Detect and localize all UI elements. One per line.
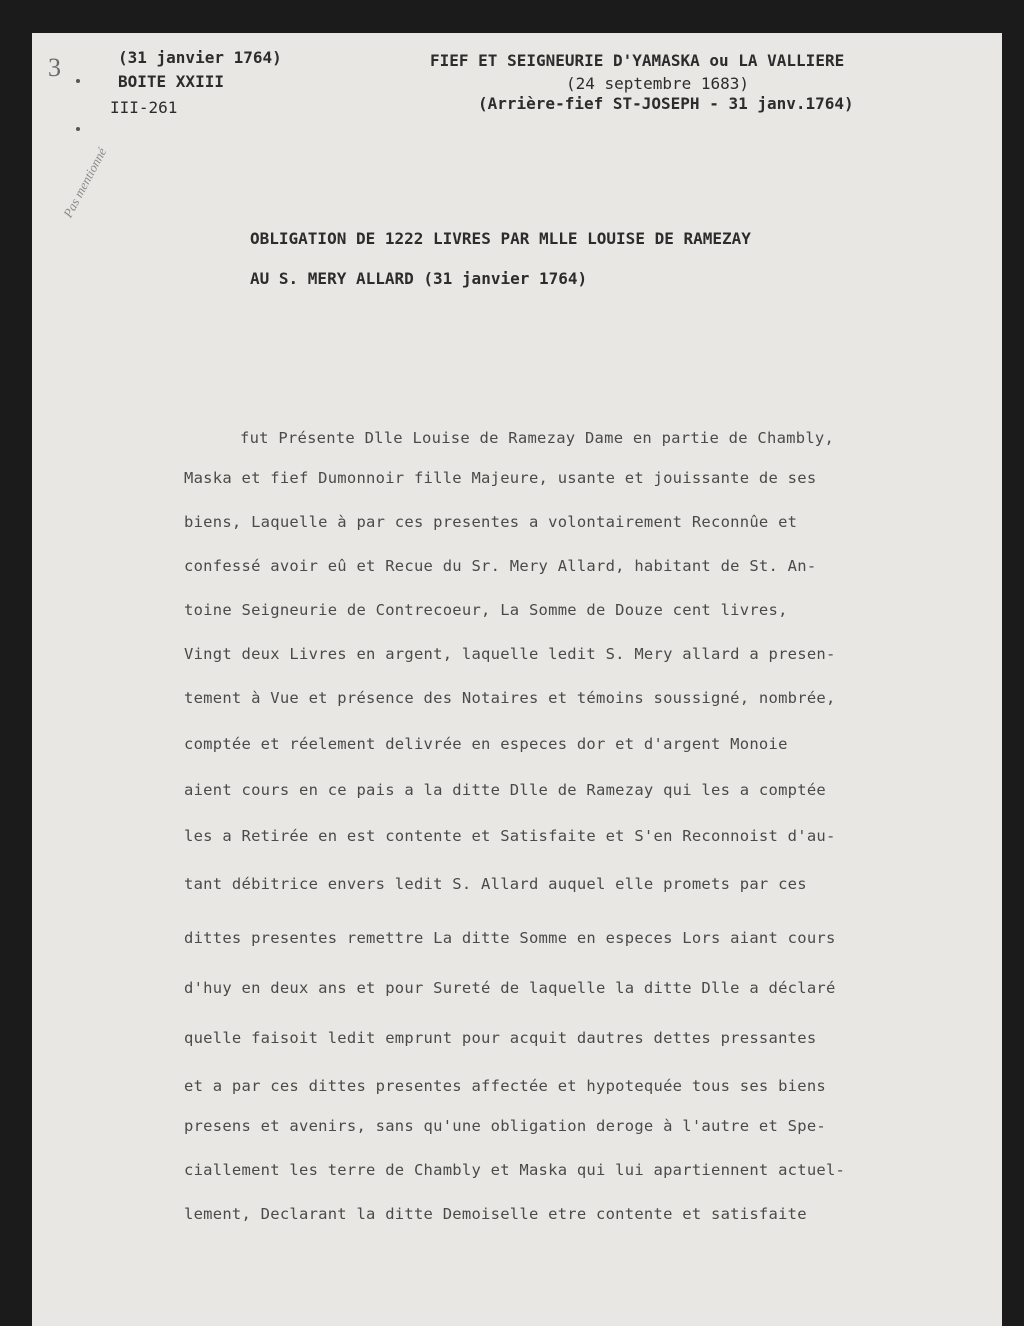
body-line: Maska et fief Dumonnoir fille Majeure, usante et jouissante de ses bbox=[184, 469, 817, 487]
punch-mark bbox=[76, 127, 80, 131]
header-arriere-fief: (Arrière-fief ST-JOSEPH - 31 janv.1764) bbox=[478, 94, 854, 113]
header-fief-title: FIEF ET SEIGNEURIE D'YAMASKA ou LA VALLIERE bbox=[430, 51, 845, 70]
body-line: toine Seigneurie de Contrecoeur, La Somme de Douze cent livres, bbox=[184, 601, 788, 619]
header-fief-date: (24 septembre 1683) bbox=[566, 74, 750, 93]
body-line: dittes presentes remettre La ditte Somme en especes Lors aiant cours bbox=[184, 929, 836, 947]
margin-annotation: Pas mentionné bbox=[60, 145, 110, 221]
body-line: les a Retirée en est contente et Satisfaite et S'en Reconnoist d'au- bbox=[184, 827, 836, 845]
body-line: presens et avenirs, sans qu'une obligation deroge à l'autre et Spe- bbox=[184, 1117, 826, 1135]
body-line: biens, Laquelle à par ces presentes a volontairement Reconnûe et bbox=[184, 513, 798, 531]
header-date: (31 janvier 1764) bbox=[118, 48, 282, 67]
body-line: comptée et réelement delivrée en especes dor et d'argent Monoie bbox=[184, 735, 788, 753]
body-line: quelle faisoit ledit emprunt pour acquit dautres dettes pressantes bbox=[184, 1029, 817, 1047]
body-line: tant débitrice envers ledit S. Allard auquel elle promets par ces bbox=[184, 875, 807, 893]
body-line: et a par ces dittes presentes affectée et hypotequée tous ses biens bbox=[184, 1077, 826, 1095]
body-line: ciallement les terre de Chambly et Maska qui lui apartiennent actuel- bbox=[184, 1161, 846, 1179]
body-line: confessé avoir eû et Recue du Sr. Mery Allard, habitant de St. An- bbox=[184, 557, 817, 575]
header-reference: III-261 bbox=[110, 98, 178, 117]
body-line: lement, Declarant la ditte Demoiselle etre contente et satisfaite bbox=[184, 1205, 807, 1223]
body-line: Vingt deux Livres en argent, laquelle ledit S. Mery allard a presen- bbox=[184, 645, 836, 663]
document-title-line-1: OBLIGATION DE 1222 LIVRES PAR MLLE LOUISE DE RAMEZAY bbox=[250, 229, 751, 248]
body-line: tement à Vue et présence des Notaires et témoins soussigné, nombrée, bbox=[184, 689, 836, 707]
page-number: 3 bbox=[48, 53, 61, 82]
document-title-line-2: AU S. MERY ALLARD (31 janvier 1764) bbox=[250, 269, 588, 288]
body-line: aient cours en ce pais a la ditte Dlle de Ramezay qui les a comptée bbox=[184, 781, 826, 799]
punch-mark bbox=[76, 79, 80, 83]
body-line: d'huy en deux ans et pour Sureté de laquelle la ditte Dlle a déclaré bbox=[184, 979, 836, 997]
header-box: BOITE XXIII bbox=[118, 72, 224, 91]
body-line: fut Présente Dlle Louise de Ramezay Dame en partie de Chambly, bbox=[240, 429, 835, 447]
document-page bbox=[32, 33, 1002, 1326]
